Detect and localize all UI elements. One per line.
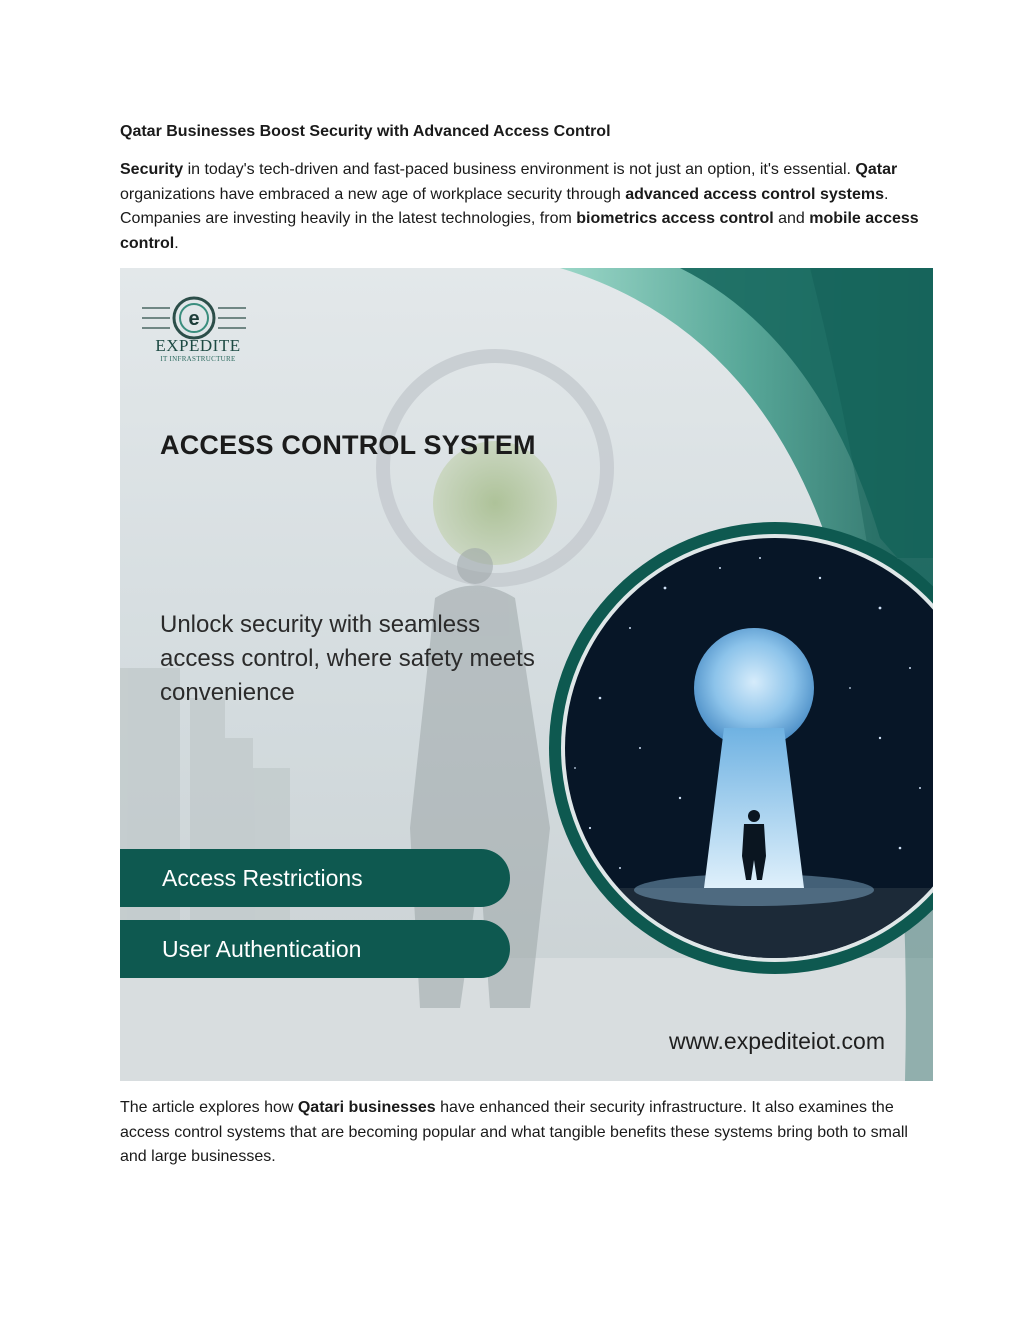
paragraph-text: The article explores how: [120, 1099, 298, 1116]
website-url: www.expediteiot.com: [668, 1028, 885, 1054]
bold-term: biometrics access control: [576, 210, 774, 227]
bold-term: mobile access control: [120, 210, 919, 252]
paragraph-text: have enhanced their security infrastructure. It also examines the access control systems that are becoming popular and what tangible benefits these systems bring both to small and large businesses.: [120, 1099, 908, 1165]
bold-term: Qatar: [855, 161, 898, 178]
outro-paragraph: [120, 1096, 920, 1170]
intro-paragraph: [120, 158, 920, 256]
paragraph-text: organizations have embraced a new age of workplace security through: [120, 185, 626, 203]
bold-term: Qatari businesses: [297, 1099, 436, 1116]
banner-headline: ACCESS CONTROL SYSTEM: [160, 430, 536, 460]
paragraph-text: .: [174, 234, 179, 252]
bold-term: advanced access control systems: [625, 185, 884, 203]
article-title: Qatar Businesses Boost Security with Advanced Access Control: [120, 123, 611, 140]
access-control-banner: [120, 268, 933, 1081]
user-authentication-pill: User Authentication: [120, 920, 510, 978]
paragraph-text: and: [773, 210, 810, 227]
bold-term: Security: [120, 161, 184, 178]
access-restrictions-pill: Access Restrictions: [120, 849, 510, 907]
logo-subtitle: IT INFRASTRUCTURE: [160, 355, 236, 363]
paragraph-text: . Companies are investing heavily in the latest technologies, from: [120, 185, 889, 227]
logo-wordmark: EXPEDITE: [155, 336, 241, 355]
banner-tagline: Unlock security with seamless access control, where safety meets convenience: [160, 611, 535, 706]
svg-text:e: e: [188, 308, 200, 330]
paragraph-text: in today's tech-driven and fast-paced business environment is not just an option, it's essential.: [183, 161, 856, 178]
